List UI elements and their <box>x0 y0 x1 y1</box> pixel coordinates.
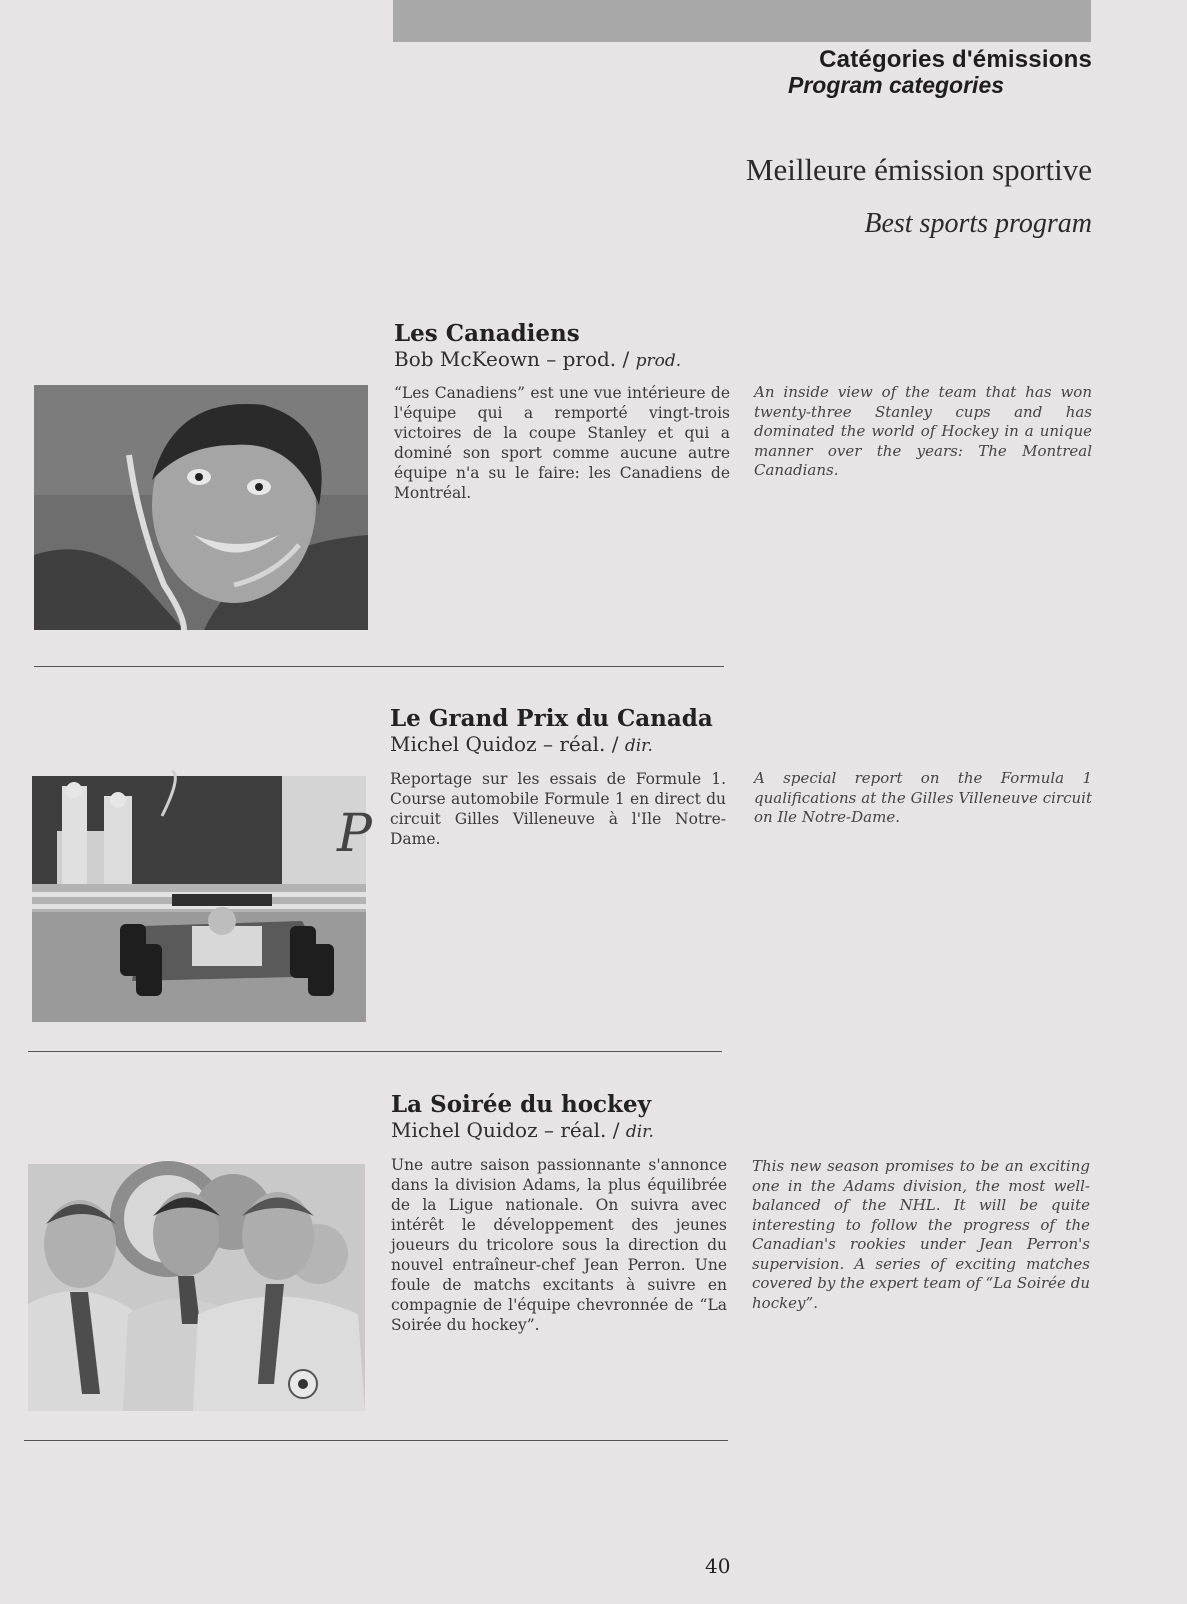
category-title-fr: Catégories d'émissions <box>819 46 1092 73</box>
entry-text-fr: Reportage sur les essais de Formule 1. Course automobile Formule 1 en direct du circuit Gilles Villeneuve à l'Ile Notre-Dame. <box>390 770 726 848</box>
entry-text-en: An inside view of the team that has won twenty-three Stanley cups and has dominated the world of Hockey in a unique manner over the years: The Montreal Canadians. <box>754 383 1092 479</box>
photo-formula-one-car <box>32 776 372 1022</box>
credit-role: dir. <box>625 1122 654 1142</box>
credit-name: Michel Quidoz – réal. / <box>391 1118 620 1142</box>
entry-text-fr: Une autre saison passionnante s'annonce dans la division Adams, la plus équilibrée de la Ligue nationale. On suivra avec intérêt le développement des jeunes joueurs du tricolore sous la direction du nouvel entraîneur-chef Jean Perron. Une foule de matchs excitants à suivre en compagnie de l'équipe chevronnée de “La Soirée du hockey”. <box>391 1156 727 1334</box>
credit-name: Michel Quidoz – réal. / <box>390 732 619 756</box>
entry-title: La Soirée du hockey <box>391 1091 651 1118</box>
entry-text-en: A special report on the Formula 1 qualifications at the Gilles Villeneuve circuit on Ile Notre-Dame. <box>754 769 1092 826</box>
entry-credit <box>390 732 653 756</box>
entry-title: Le Grand Prix du Canada <box>390 705 713 732</box>
svg-text:P: P <box>337 804 372 864</box>
entry-credit <box>394 347 681 371</box>
entry-text-fr: “Les Canadiens” est une vue intérieure de l'équipe qui a remporté vingt-trois victoires de la coupe Stanley et qui a dominé son sport comme aucune autre équipe n'a su le faire: les Canadiens de Montréal. <box>394 384 730 502</box>
header-bar <box>393 0 1091 42</box>
credit-name: Bob McKeown – prod. / <box>394 347 630 371</box>
photo-hockey-player <box>34 385 368 630</box>
entry-title: Les Canadiens <box>394 320 580 347</box>
photo-hockey-commentators <box>28 1164 365 1411</box>
page-number: 40 <box>705 1554 731 1578</box>
divider <box>28 1051 722 1052</box>
entry-credit <box>391 1118 654 1142</box>
category-title-en: Program categories <box>788 72 1005 98</box>
divider <box>34 666 724 667</box>
credit-role: prod. <box>635 351 682 371</box>
divider <box>24 1440 728 1441</box>
section-title-en: Best sports program <box>864 208 1092 239</box>
section-title-fr: Meilleure émission sportive <box>745 152 1092 187</box>
credit-role: dir. <box>624 736 653 756</box>
entry-text-en: This new season promises to be an exciting one in the Adams division, the most well-balanced of the NHL. It will be quite interesting to follow the progress of the Canadian's rookies under Jean Perron's supervision. A series of exciting matches covered by the expert team of “La Soirée du hockey”. <box>752 1157 1090 1312</box>
